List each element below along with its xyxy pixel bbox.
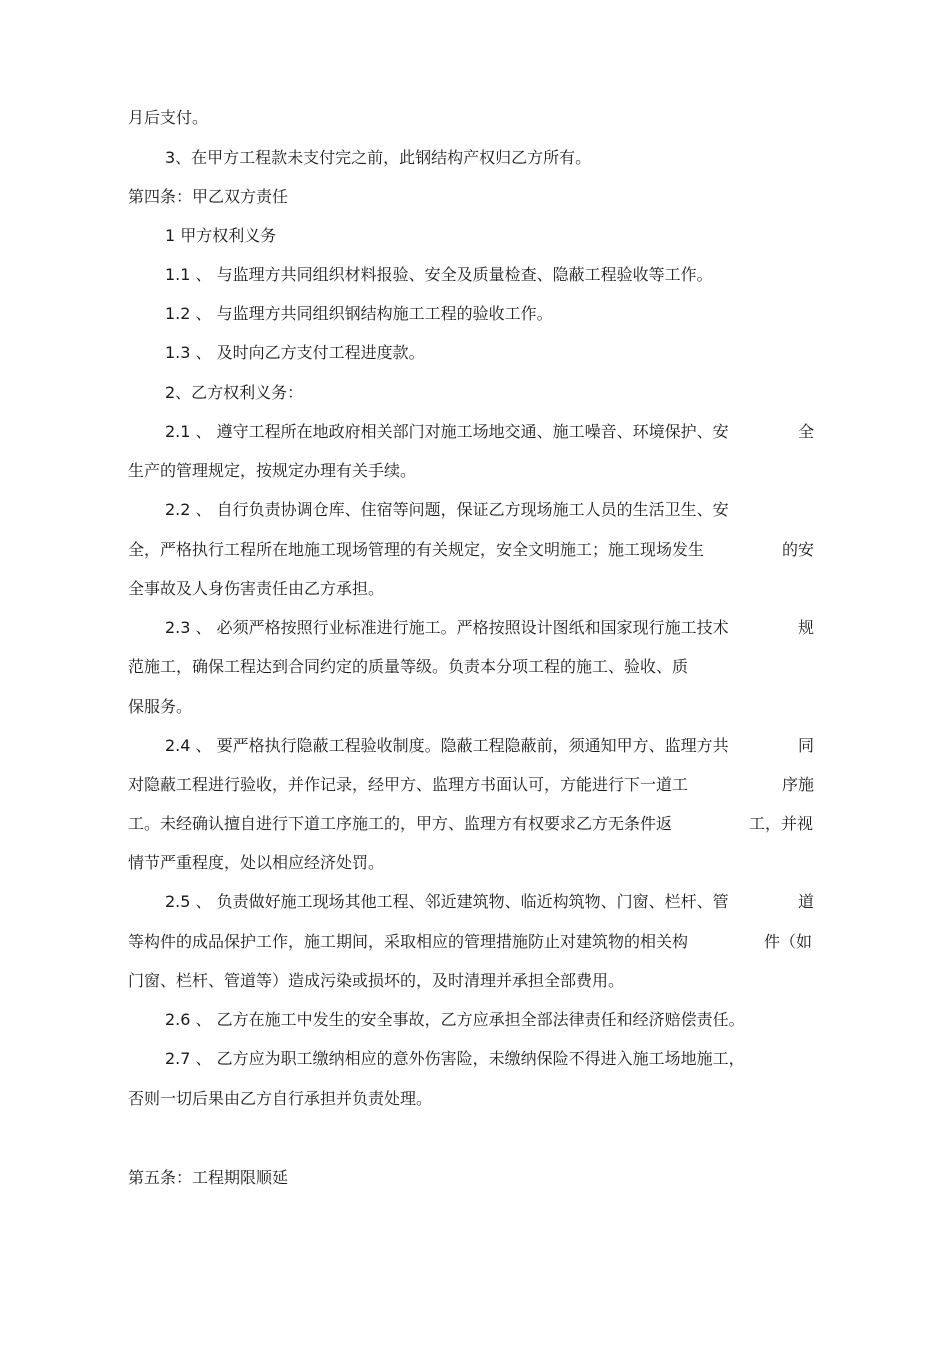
clause-line-tail: 工，并视 <box>749 814 814 833</box>
paragraph-line: 月后支付。 <box>128 108 209 127</box>
paragraph-line: 3、在甲方工程款未支付完之前，此钢结构产权归乙方所有。 <box>165 148 592 167</box>
clause-line: 2.3 、 必须严格按照行业标准进行施工。严格按照设计图纸和国家现行施工技术 <box>165 618 729 637</box>
clause-line: 2.1 、 遵守工程所在地政府相关部门对施工场地交通、施工噪音、环境保护、安 <box>165 422 729 441</box>
clause-line-tail: 规 <box>798 618 815 637</box>
clause-line: 1.1 、 与监理方共同组织材料报验、安全及质量检查、隐蔽工程验收等工作。 <box>165 265 713 284</box>
clause-line-tail: 的安 <box>782 540 815 559</box>
clause-line: 2.5 、 负责做好施工现场其他工程、邻近建筑物、临近构筑物、门窗、栏杆、管 <box>165 892 729 911</box>
clause-line: 工。未经确认擅自进行下道工序施工的，甲方、监理方有权要求乙方无条件返 <box>128 814 673 833</box>
clause-line: 对隐蔽工程进行验收，并作记录，经甲方、监理方书面认可，方能进行下一道工 <box>128 775 689 794</box>
clause-line: 生产的管理规定，按规定办理有关手续。 <box>128 461 417 480</box>
clause-line-tail: 全 <box>798 422 815 441</box>
clause-line: 保服务。 <box>128 697 193 716</box>
clause-line: 2.6 、 乙方在施工中发生的安全事故，乙方应承担全部法律责任和经济赔偿责任。 <box>165 1010 745 1029</box>
clause-line-tail: 同 <box>798 736 815 755</box>
clause-line: 情节严重程度，处以相应经济处罚。 <box>128 853 385 872</box>
clause-line: 2.4 、 要严格执行隐蔽工程验收制度。隐蔽工程隐蔽前，须通知甲方、监理方共 <box>165 736 729 755</box>
clause-line-tail: 件（如 <box>764 932 813 951</box>
clause-line: 2.2 、 自行负责协调仓库、住宿等问题，保证乙方现场施工人员的生活卫生、安 <box>165 500 729 519</box>
clause-line: 1.2 、 与监理方共同组织钢结构施工工程的验收工作。 <box>165 304 553 323</box>
clause-line: 否则一切后果由乙方自行承担并负责处理。 <box>128 1089 433 1108</box>
subsection-heading: 1 甲方权利义务 <box>165 226 277 245</box>
clause-line: 等构件的成品保护工作，施工期间，采取相应的管理措施防止对建筑物的相关构 <box>128 932 689 951</box>
section-heading: 第四条：甲乙双方责任 <box>128 187 289 206</box>
clause-line: 范施工，确保工程达到合同约定的质量等级。负责本分项工程的施工、验收、质 <box>128 657 689 676</box>
section-heading: 第五条：工程期限顺延 <box>128 1168 289 1187</box>
clause-line: 2.7 、 乙方应为职工缴纳相应的意外伤害险，未缴纳保险不得进入施工场地施工， <box>165 1049 745 1068</box>
clause-line: 门窗、栏杆、管道等）造成污染或损坏的，及时清理并承担全部费用。 <box>128 971 625 990</box>
clause-line: 1.3 、 及时向乙方支付工程进度款。 <box>165 343 425 362</box>
subsection-heading: 2、乙方权利义务： <box>165 383 304 402</box>
clause-line: 全，严格执行工程所在地施工现场管理的有关规定，安全文明施工；施工现场发生 <box>128 540 705 559</box>
clause-line-tail: 道 <box>798 892 815 911</box>
clause-line-tail: 序施 <box>782 775 815 794</box>
clause-line: 全事故及人身伤害责任由乙方承担。 <box>128 579 385 598</box>
